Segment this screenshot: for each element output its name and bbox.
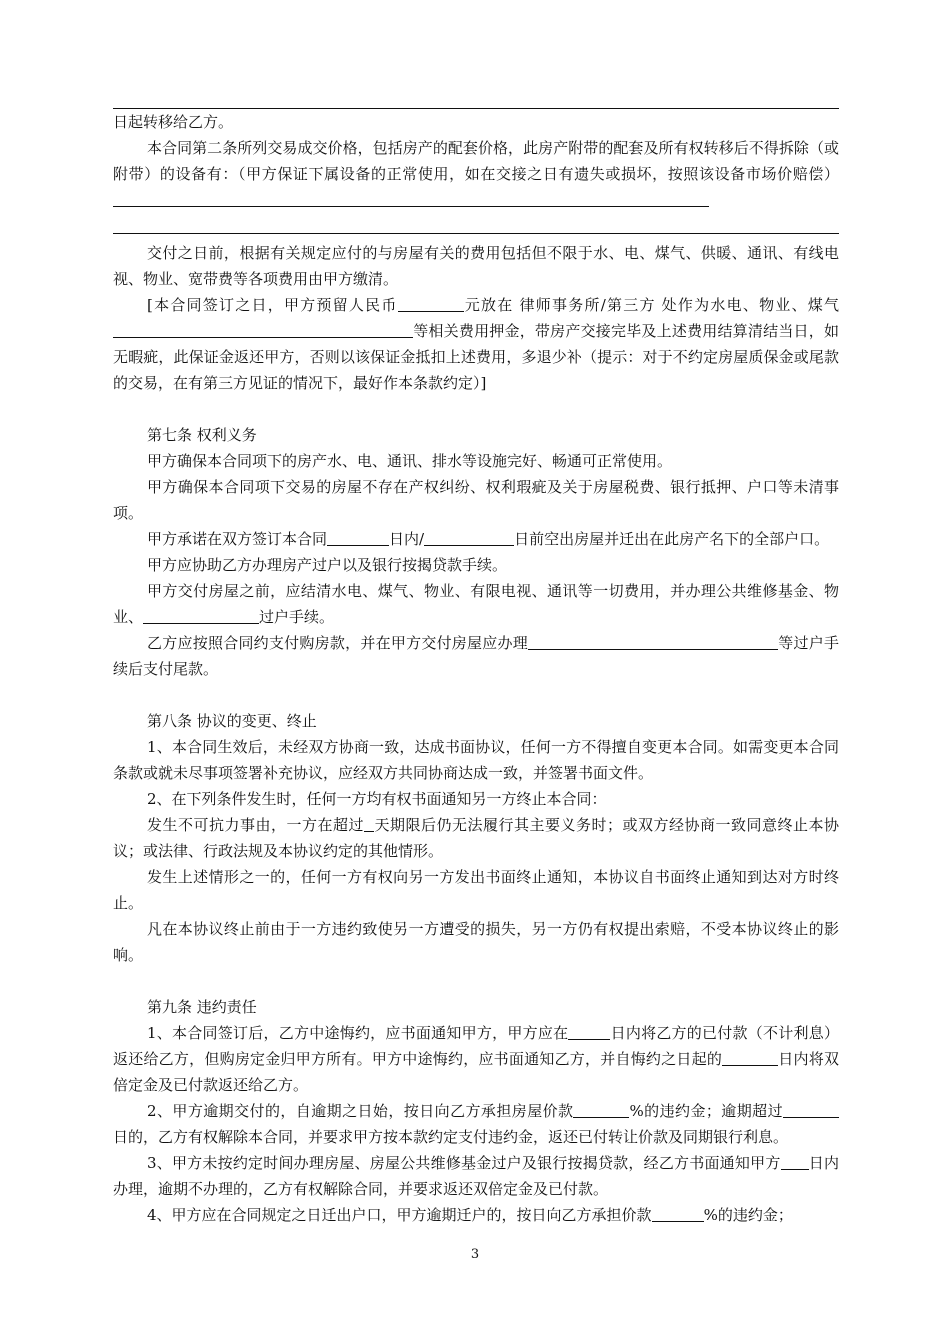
text: 过户手续。 bbox=[259, 608, 335, 626]
paragraph: 甲方确保本合同项下交易的房屋不存在产权纠纷、权利瑕疵及关于房屋税费、银行抵押、户口等未清事项。 bbox=[113, 478, 839, 522]
text: 乙方应按照合同约支付购房款，并在甲方交付房屋应办理 bbox=[147, 634, 529, 652]
text: 日内办理，逾期不办理的，乙方有权解除合同，并要求返还双倍定金及已付款。 bbox=[113, 1154, 839, 1198]
section-heading: 第七条 权利义务 bbox=[147, 426, 257, 444]
blank-field[interactable] bbox=[424, 529, 514, 546]
page-number: 3 bbox=[470, 1247, 480, 1262]
blank-field[interactable] bbox=[143, 607, 259, 624]
text: 日前空出房屋并迁出在此房产名下的全部户口。 bbox=[514, 530, 830, 548]
paragraph: 甲方应协助乙方办理房产过户以及银行按揭贷款手续。 bbox=[147, 556, 508, 574]
paragraph bbox=[113, 1098, 839, 1150]
text: 甲方承诺在双方签订本合同 bbox=[147, 530, 328, 548]
paragraph: 2、在下列条件发生时，任何一方均有权书面通知另一方终止本合同： bbox=[147, 790, 607, 808]
text: [本合同签订之日，甲方预留人民币 bbox=[147, 296, 398, 314]
blank-field[interactable] bbox=[573, 1101, 629, 1118]
text: 4、甲方应在合同规定之日迁出户口，甲方逾期迁户的，按日向乙方承担价款 bbox=[147, 1206, 652, 1224]
blank-field[interactable] bbox=[398, 295, 464, 312]
blank-field[interactable] bbox=[652, 1205, 704, 1222]
text: 日内/ bbox=[389, 530, 425, 548]
blank-line[interactable] bbox=[113, 213, 839, 234]
text: 1、本合同签订后，乙方中途悔约，应书面通知甲方，甲方应在 bbox=[147, 1024, 569, 1042]
paragraph bbox=[113, 578, 839, 630]
paragraph: 甲方确保本合同项下的房产水、电、通讯、排水等设施完好、畅通可正常使用。 bbox=[147, 452, 673, 470]
blank-field[interactable] bbox=[783, 1101, 839, 1118]
paragraph: 交付之日前，根据有关规定应付的与房屋有关的费用包括但不限于水、电、煤气、供暖、通讯、有线电视、物业、宽带费等各项费用由甲方缴清。 bbox=[113, 244, 839, 288]
paragraph bbox=[113, 135, 839, 213]
section-heading: 第八条 协议的变更、终止 bbox=[147, 712, 317, 730]
text: 日内将双倍定金及已付款返还给乙方。 bbox=[113, 1050, 839, 1094]
text: 甲方交付房屋之前，应结清水电、煤气、物业、有限电视、通讯等一切费用，并办理公共维修基金、物业、 bbox=[113, 582, 839, 626]
text: 2、甲方逾期交付的，自逾期之日始，按日向乙方承担房屋价款 bbox=[147, 1102, 574, 1120]
blank-field[interactable] bbox=[113, 321, 413, 338]
paragraph: 发生上述情形之一的，任何一方有权向另一方发出书面终止通知，本协议自书面终止通知到达对方时终止。 bbox=[113, 868, 839, 912]
text: 元放在 律师事务所/第三方 处作为水电、物业、煤气 bbox=[463, 296, 840, 314]
paragraph bbox=[113, 526, 839, 552]
blank-field[interactable] bbox=[781, 1153, 809, 1170]
blank-field[interactable] bbox=[568, 1023, 610, 1040]
text: %的违约金；逾期超过 bbox=[629, 1102, 783, 1120]
text: 天期限后仍无法履行其主要义务时；或双方经协商一致同意终止本协议；或法律、行政法规及本协议约定的其他情形。 bbox=[113, 816, 839, 860]
paragraph bbox=[113, 1020, 839, 1098]
paragraph bbox=[113, 812, 839, 864]
blank-field[interactable] bbox=[722, 1049, 778, 1066]
document-page bbox=[113, 108, 839, 1228]
paragraph bbox=[113, 1150, 839, 1202]
text: 等过户手续后支付尾款。 bbox=[113, 634, 839, 678]
blank-field[interactable] bbox=[364, 815, 374, 832]
text: 发生不可抗力事由，一方在超过 bbox=[147, 816, 364, 834]
text: 等相关费用押金，带房产交接完毕及上述费用结算清结当日，如无暇疵，此保证金返还甲方，否则以该保证金抵扣上述费用，多退少补（提示：对于不约定房屋质保金或尾款的交易，在有第三方见证的情况下，最好作本条款约定）] bbox=[113, 322, 839, 392]
text: 日的，乙方有权解除本合同，并要求甲方按本款约定支付违约金，返还已付转让价款及同期银行利息。 bbox=[113, 1128, 789, 1146]
paragraph bbox=[113, 292, 839, 396]
text: 3、甲方未按约定时间办理房屋、房屋公共维修基金过户及银行按揭贷款，经乙方书面通知甲方 bbox=[147, 1154, 781, 1172]
paragraph: 日起转移给乙方。 bbox=[113, 113, 234, 131]
blank-field[interactable] bbox=[113, 190, 709, 207]
blank-field[interactable] bbox=[327, 529, 389, 546]
text: %的违约金； bbox=[703, 1206, 793, 1224]
paragraph: 凡在本协议终止前由于一方违约致使另一方遭受的损失，另一方仍有权提出索赔，不受本协议终止的影响。 bbox=[113, 920, 839, 964]
section-heading: 第九条 违约责任 bbox=[147, 998, 257, 1016]
paragraph bbox=[113, 1202, 839, 1228]
text: 日内将乙方的已付款（不计利息）返还给乙方，但购房定金归甲方所有。甲方中途悔约，应书面通知乙方，并自悔约之日起的 bbox=[113, 1024, 839, 1068]
paragraph: 1、本合同生效后，未经双方协商一致，达成书面协议，任何一方不得擅自变更本合同。如需变更本合同条款或就未尽事项签署补充协议，应经双方共同协商达成一致，并签署书面文件。 bbox=[113, 738, 839, 782]
blank-field[interactable] bbox=[528, 633, 778, 650]
text: 本合同第二条所列交易成交价格，包括房产的配套价格，此房产附带的配套及所有权转移后不得拆除（或附带）的设备有：（甲方保证下属设备的正常使用，如在交接之日有遗失或损坏，按照该设备市场价赔偿） bbox=[113, 139, 839, 183]
paragraph bbox=[113, 630, 839, 682]
